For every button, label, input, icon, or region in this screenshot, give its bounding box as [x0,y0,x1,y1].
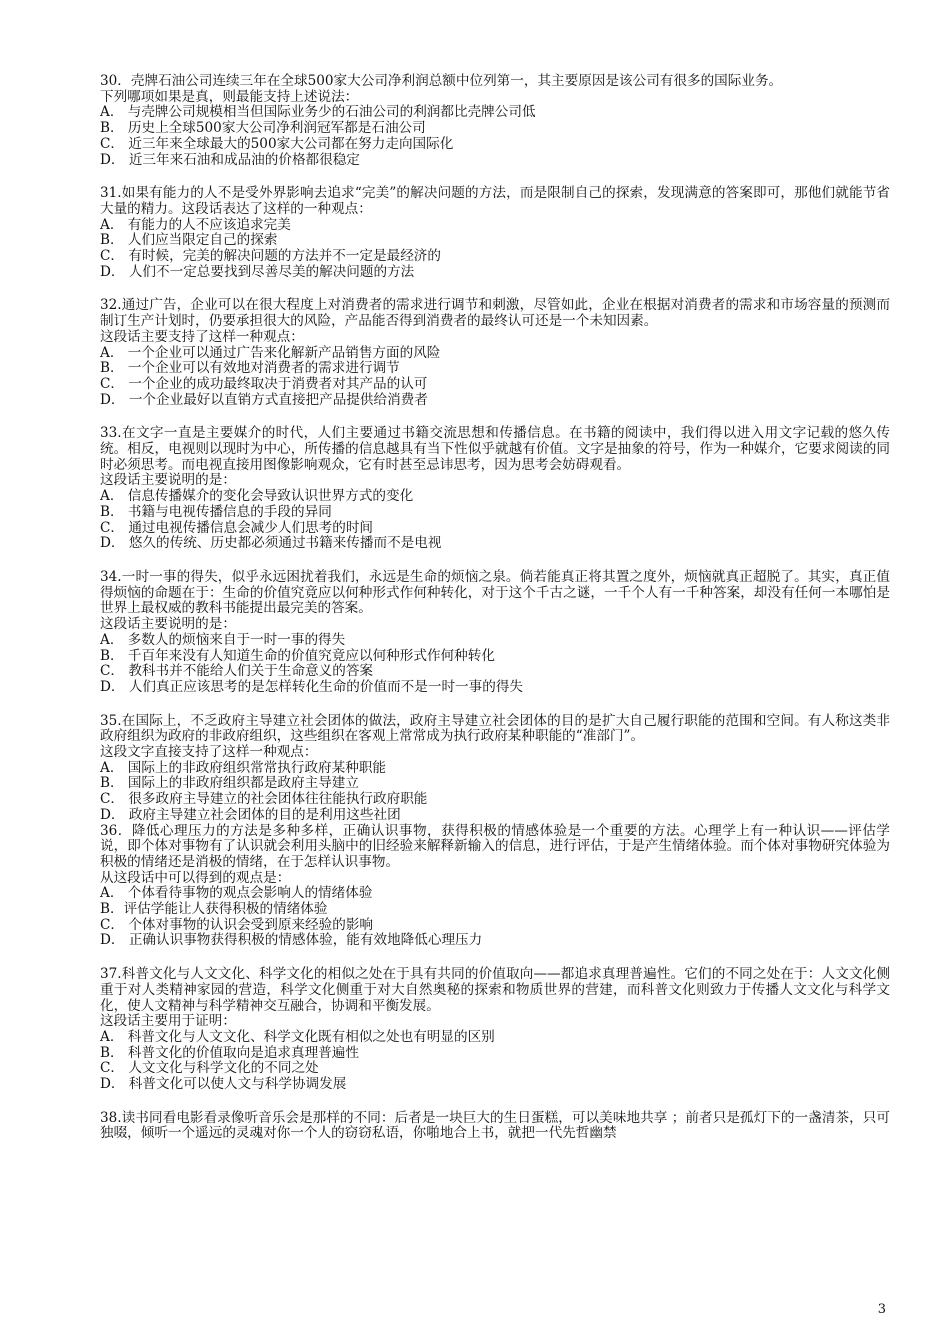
option-c: C． 很多政府主导建立的社会团体往往能执行政府职能 [100,791,428,808]
option-b: B． 历史上全球500家大公司净利润冠军都是石油公司 [100,120,426,137]
question-33 [100,426,890,552]
option-b: B．评估学能让人获得积极的情绪体验 [100,901,328,918]
option-b: B． 国际上的非政府组织都是政府主导建立 [100,775,359,792]
question-36 [100,824,890,950]
question-stem: 30．壳牌石油公司连续三年在全球500家大公司净利润总额中位列第一，其主要原因是该公司有很多的国际业务。 [100,73,783,89]
option-c: C． 通过电视传播信息会减少人们思考的时间 [100,519,374,536]
question-35 [100,714,890,824]
option-d: D． 科普文化可以使人文与科学协调发展 [100,1076,347,1093]
page-number: 3 [877,1302,886,1317]
question-stem: 36．降低心理压力的方法是多种多样，正确认识事物，获得积极的情感体验是一个重要的方法。心理学上有一种认识——评估学说，即个体对事物有了认识就会利用头脑中的旧经验来解释新输入的信息，进行评估，于是产生情绪体验。而个体对事物研究体验为积极的情绪还是消极的情绪，在于怎样认识事物。 [100,822,890,870]
option-a: A． 信息传播媒介的变化会导致认识世界方式的变化 [100,488,414,505]
question-32 [100,298,890,408]
option-b: B． 一个企业可以有效地对消费者的需求进行调节 [100,360,400,377]
question-prompt: 这段文字直接支持了这样一种观点： [100,744,318,761]
option-c: C． 人文文化与科学文化的不同之处 [100,1060,319,1077]
question-prompt: 这段话主要用于证明： [100,1013,236,1030]
option-c: C． 个体对事物的认识会受到原来经验的影响 [100,916,374,933]
question-34 [100,570,890,696]
option-a: A． 有能力的人不应该追求完美 [100,216,291,233]
option-d: D． 一个企业最好以直销方式直接把产品提供给消费者 [100,391,428,408]
option-c: C． 近三年来全球最大的500家大公司都在努力走向国际化 [100,135,454,152]
question-stem: 37.科普文化与人文文化、科学文化的相似之处在于具有共同的价值取向——都追求真理普遍性。它们的不同之处在于：人文文化侧重于对人类精神家园的营造，科学文化侧重于对大自然奥秘的探索和物质世界的营建，而科普文化则致力于传播人文文化与科学文化，使人文精神与科学精神交互融合，协调和平衡发展。 [100,966,890,1014]
option-a: A． 国际上的非政府组织常常执行政府某种职能 [100,759,387,776]
option-a: A． 多数人的烦恼来自于一时一事的得失 [100,631,346,648]
question-stem: 33.在文字一直是主要媒介的时代，人们主要通过书籍交流思想和传播信息。在书籍的阅读中，我们得以进入用文字记载的悠久传统。相反，电视则以现时为中心，所传播的信息越具有当下性似乎就越有价值。文字是抽象的符号，作为一种媒介，它要求阅读的同时必须思考。而电视直接用图像影响观众，它有时甚至忌讳思考，因为思考会妨碍观看。 [100,425,890,473]
question-prompt: 这段话主要说明的是： [100,472,236,489]
option-c: C． 教科书并不能给人们关于生命意义的答案 [100,663,374,680]
option-d: D． 正确认识事物获得积极的情感体验，能有效地降低心理压力 [100,932,483,949]
option-c: C． 一个企业的成功最终取决于消费者对其产品的认可 [100,375,428,392]
option-b: B． 科普文化的价值取向是追求真理普遍性 [100,1044,359,1061]
option-d: D． 政府主导建立社会团体的目的是利用这些社团 [100,806,401,823]
question-stem: 35.在国际上，不乏政府主导建立社会团体的做法，政府主导建立社会团体的目的是扩大自己履行职能的范围和空间。有人称这类非政府组织为政府的非政府组织，这些组织在客观上常常成为执行政府某种职能的“准部门”。 [100,712,890,745]
question-stem: 34.一时一事的得失，似乎永远困扰着我们，永远是生命的烦恼之泉。倘若能真正将其置之度外，烦恼就真正超脱了。其实，真正值得烦恼的命题在于：生命的价值究竟应以何种形式作何种转化，对于这个千古之谜，一千个人有一千种答案，却没有任何一本哪怕是世界上最权威的教科书能提出最完美的答案。 [100,568,890,617]
question-38 [100,1111,890,1142]
option-d: D． 近三年来石油和成品油的价格都很稳定 [100,151,360,168]
document-page [100,74,890,1142]
option-a: A． 个体看待事物的观点会影响人的情绪体验 [100,885,373,902]
question-stem: 38.读书同看电影看录像听音乐会是那样的不同：后者是一块巨大的生日蛋糕，可以美味地共享 ；前者只是孤灯下的一盏清茶，只可独啜，倾听一个遥远的灵魂对你一个人的窃窃私语，你啪地合上书，就把一代先哲幽禁 [100,1109,890,1142]
option-d: D． 人们真正应该思考的是怎样转化生命的价值而不是一时一事的得失 [100,678,524,695]
question-31 [100,186,890,280]
question-prompt: 这段话主要说明的是： [100,616,236,633]
option-c: C． 有时候，完美的解决问题的方法并不一定是最经济的 [100,248,441,265]
option-a: A． 一个企业可以通过广告来化解新产品销售方面的风险 [100,344,441,361]
question-prompt: 下列哪项如果是真，则最能支持上述说法： [100,88,359,105]
question-30 [100,74,890,168]
option-b: B． 人们应当限定自己的探索 [100,232,278,249]
question-37 [100,967,890,1093]
option-b: B． 千百年来没有人知道生命的价值究竟应以何种形式作何种转化 [100,647,495,664]
option-d: D． 人们不一定总要找到尽善尽美的解决问题的方法 [100,263,415,280]
option-a: A． 与壳牌公司规模相当但国际业务少的石油公司的利润都比壳牌公司低 [100,104,536,121]
question-stem: 32.通过广告，企业可以在很大程度上对消费者的需求进行调节和刺激，尽管如此，企业在根据对消费者的需求和市场容量的预测而制订生产计划时，仍要承担很大的风险，产品能否得到消费者的最终认可还是一个未知因素。 [100,297,890,330]
question-prompt: 从这段话中可以得到的观点是： [100,869,291,886]
option-a: A． 科普文化与人文文化、科学文化既有相似之处也有明显的区别 [100,1028,495,1045]
option-d: D． 悠久的传统、历史都必须通过书籍来传播而不是电视 [100,535,442,552]
question-prompt: 这段话主要支持了这样一种观点： [100,328,304,345]
question-stem: 31.如果有能力的人不是受外界影响去追求“完美”的解决问题的方法，而是限制自己的探索，发现满意的答案即可，那他们就能节省大量的精力。这段话表达了这样的一种观点： [100,185,890,217]
option-b: B． 书籍与电视传播信息的手段的异同 [100,503,332,520]
